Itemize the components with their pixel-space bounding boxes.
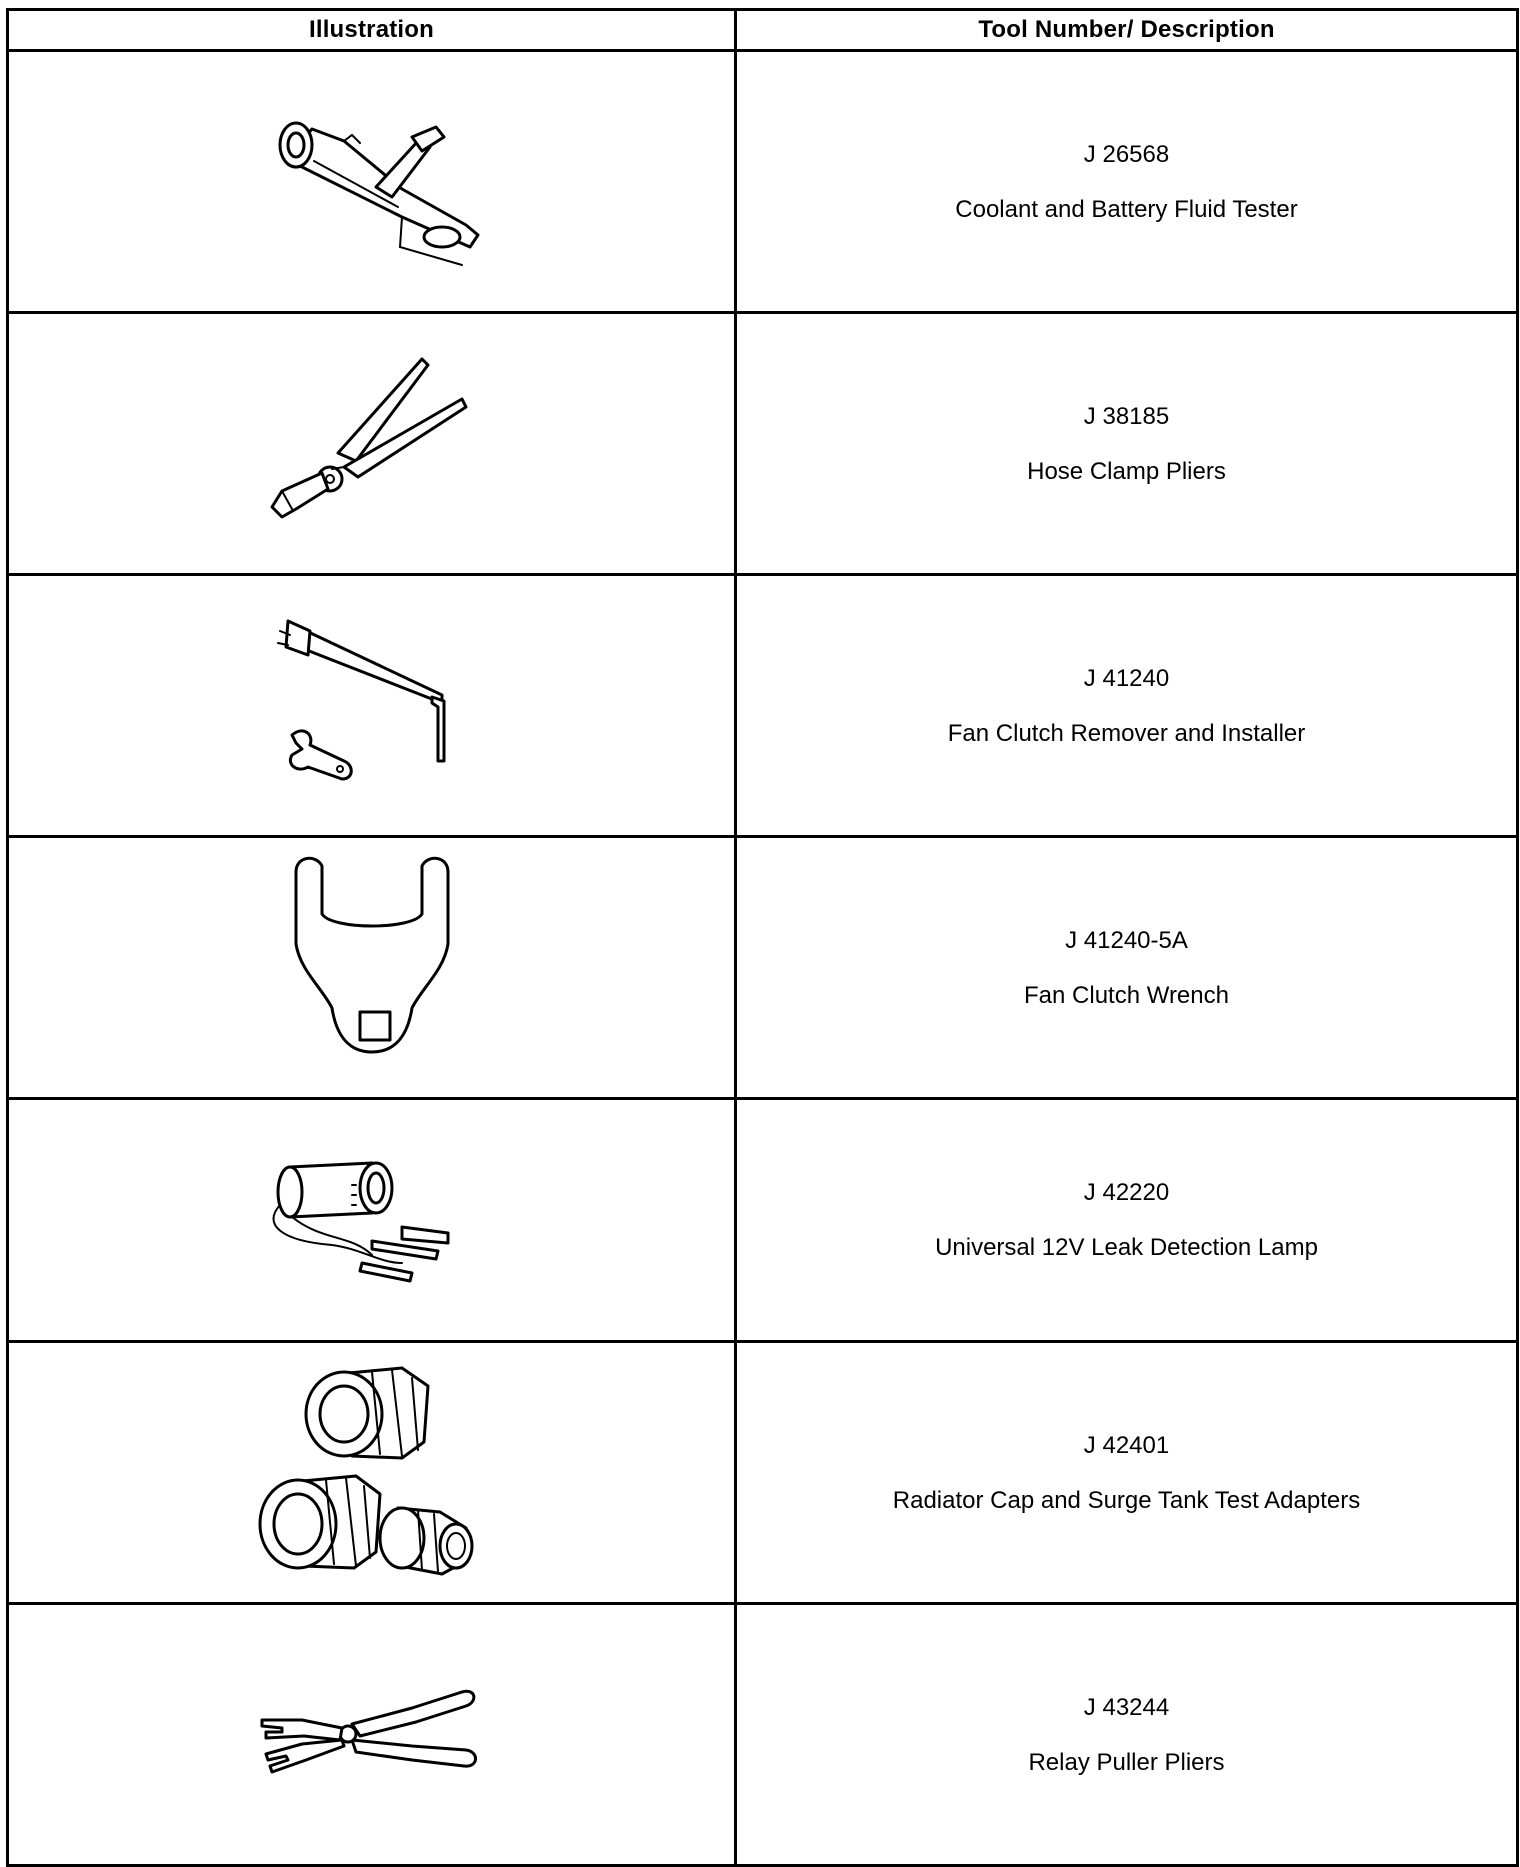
table-row [8,1604,1518,1866]
illustration-cell [8,837,736,1099]
tool-description: Fan Clutch Remover and Installer [947,719,1306,747]
table-row [8,1099,1518,1342]
special-tools-table [6,8,1519,1867]
test-adapters-icon [252,1358,492,1588]
header-illustration: Illustration [8,10,736,51]
tool-description: Radiator Cap and Surge Tank Test Adapters [892,1486,1361,1514]
description-cell [736,837,1518,1099]
description-cell [736,1342,1518,1604]
table-row [8,1342,1518,1604]
fluid-tester-icon [252,97,492,267]
description-cell [736,1604,1518,1866]
tool-number: J 26568 [1083,140,1170,168]
hose-clamp-pliers-icon [252,349,492,539]
tool-description: Fan Clutch Wrench [1024,981,1229,1009]
description-cell [736,51,1518,313]
leak-detection-lamp-icon [252,1145,492,1295]
fan-clutch-remover-icon [252,611,492,801]
table-row [8,575,1518,837]
tool-number: J 38185 [1083,402,1170,430]
tool-number: J 41240-5A [1065,926,1188,954]
fan-clutch-wrench-icon [272,848,472,1088]
illustration-cell [8,313,736,575]
tool-description: Universal 12V Leak Detection Lamp [935,1234,1318,1261]
tool-number: J 42220 [1083,1179,1170,1206]
illustration-cell [8,1099,736,1342]
description-cell [736,1099,1518,1342]
illustration-cell [8,575,736,837]
header-tool-description: Tool Number/ Description [736,10,1518,51]
tool-description: Relay Puller Pliers [1028,1748,1225,1776]
table-row [8,51,1518,313]
description-cell [736,313,1518,575]
illustration-cell [8,51,736,313]
tool-number: J 42401 [1083,1431,1170,1459]
relay-puller-pliers-icon [252,1680,492,1790]
illustration-cell [8,1604,736,1866]
description-cell [736,575,1518,837]
table-row [8,837,1518,1099]
table-row [8,313,1518,575]
tool-number: J 41240 [1083,664,1170,692]
header-row [8,10,1518,51]
tool-description: Hose Clamp Pliers [1027,457,1226,485]
tool-description: Coolant and Battery Fluid Tester [955,195,1298,223]
tool-number: J 43244 [1083,1693,1170,1721]
illustration-cell [8,1342,736,1604]
